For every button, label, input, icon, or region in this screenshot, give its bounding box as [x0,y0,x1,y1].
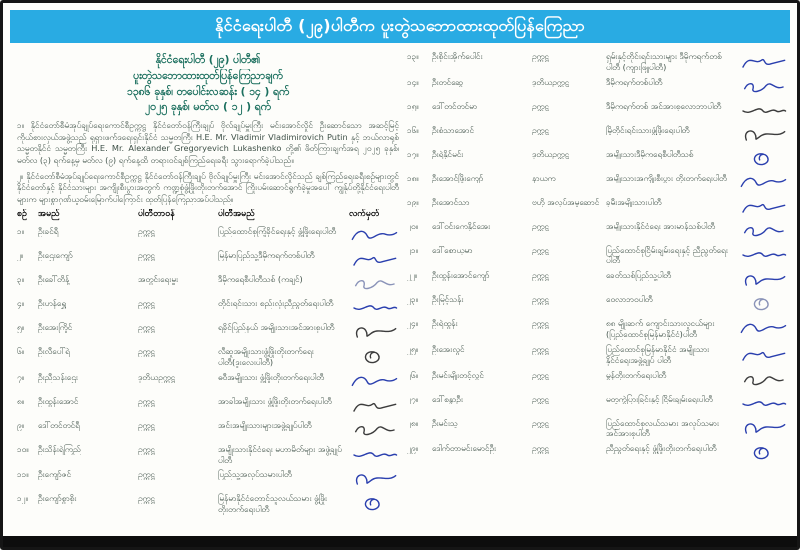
row-party: အမျိုးသားနိုင်ငံရေး အားမာန်သစ်ပါတီ [606,220,716,231]
signature-stroke [357,328,396,337]
row-no: ၁၆။ [407,124,419,135]
table-row [17,226,399,246]
table-row [407,149,789,169]
row-no: ၁၃။ [407,51,419,61]
signature [349,420,399,440]
row-name: ဦးလီပေါ်ရဲ [38,346,70,357]
signature-stroke [356,426,394,434]
row-name: ဦးအောင်ဖြိုးကျော် [432,172,484,183]
table-row [407,294,789,314]
row-party: မွန်တိုးတက်ရေးပါတီ [606,369,667,380]
row-name: ဦးကျော်စွာစိုး [38,493,77,504]
row-no: ၂၅။ [407,343,419,354]
signature-stroke [745,83,783,91]
table-row [407,318,789,340]
row-name: ဦးရဲနိုင်မင်း [432,148,464,159]
row-position: ဥက္ကဋ္ဌ [532,270,549,281]
row-party: ပြည်သူ့အလုပ်သမားပါတီ [218,469,292,480]
row-name: ဦးစံသာအောင် [432,124,475,135]
row-position: ဒုတိယဥက္ကဋ္ဌ [138,371,176,382]
row-no: ၁၀။ [17,443,29,454]
row-party: ဒီမိုကရက်တစ် အင်အားစုလောဘာပါတီ [606,100,722,111]
table-row [407,344,789,366]
signature [737,270,789,290]
table-row [17,469,399,489]
header-party: ပါတီအမည် [218,209,255,220]
row-name: ဦးအေးလွင် [432,343,465,354]
row-party: ခေတ်သစ်ပြည်သူ့ပါတီ [606,270,672,281]
right-column [407,51,789,533]
table-row [407,51,789,73]
row-position: ဥက္ကဋ္ဌ [138,493,155,504]
row-position: ဥက္ကဋ္ဌ [138,250,155,261]
row-name: ဦးမင်းမျိုးတင့်လွင် [432,369,484,380]
signature-stroke [741,324,785,332]
row-position: ဥက္ကဋ္ဌ [532,244,549,255]
row-no: ၂၃။ [407,294,419,305]
row-position: ဥက္ကဋ္ဌ [138,419,155,430]
row-no: ၂၈။ [407,417,419,428]
row-no: ၆။ [17,346,25,357]
table-row [17,250,399,270]
row-party: ဒီမိုကရေစီပါတီသစ် (ကချင်) [218,274,303,285]
row-no: ၅။ [17,322,25,333]
signature [737,418,789,440]
signature-stroke [357,475,396,484]
table-row [407,245,789,267]
row-party: ဒီမိုကရက်တစ်ပါတီ [606,76,663,87]
signature [349,346,399,368]
title-line-2: ပူးတွဲသဘောထားထုတ်ပြန်ကြေညာချက် [133,69,283,82]
row-party: အင်းအမျိုးသားများအဖွဲ့ချုပ်ပါတီ [218,419,312,430]
signature-stroke [352,231,396,239]
row-name: ဦးသိန်းရဲကြည် [38,443,81,454]
row-position: အတွင်းရေးမှူး [138,274,179,285]
signature-stroke [743,59,785,66]
row-name: ဦးညီသန်းဌေး [38,371,78,382]
row-position: ဒုတိယဥက္ကဋ္ဌ [532,76,570,87]
row-no: ၂၀။ [407,220,419,231]
signature [737,245,789,267]
row-party: ရခိုင်ပြည်နယ် အမျိုးသားအင်အားစုပါတီ [218,322,335,333]
signature [737,318,789,340]
table-row [407,101,789,121]
header-banner [10,10,790,43]
row-no: ၁၇။ [407,148,419,159]
signature-stroke [354,403,396,410]
signature-stroke [365,499,379,510]
table-row [407,197,789,217]
row-name: ဦးထွန်းအောင်ကျော် [432,270,490,281]
row-party: အမျိုးသားနိုင်ငံရေး မဟာမိတ်များ အဖွဲ့ချုပ်ပါတီ [218,443,342,465]
table-row [407,77,789,97]
row-no: ၁၅။ [407,100,419,111]
row-name: ဦးဌေးကျော် [38,250,73,261]
signature [349,469,399,489]
signature [737,197,789,217]
signature [737,443,789,463]
signature [349,444,399,466]
row-name: ဒေါ်ဝင်းကေနိုင်အေး [432,220,491,231]
signature [737,173,789,193]
row-party: ဓဝီအမျိုးသား ဖွံ့ဖြိုးတိုးတက်ရေးပါတီ [218,371,325,382]
row-name: ဒေါ်စောယုမာ [432,244,473,255]
row-party: မြန်မာနိုင်ငံတောင်သူလယ်သမား ဖွံ့ဖြိုးတိုးတက်ရေးပါတီ [218,493,327,515]
signature [737,77,789,97]
table-row [17,298,399,318]
signature [737,370,789,390]
table-row [17,346,399,368]
signature [737,344,789,366]
row-name: ဦးအောင်သာ [432,196,470,207]
paragraph-2: ၂။ နိုင်ငံတော်စီမံအုပ်ချုပ်ရေးကောင်စီဥက္ကဋ္ဌ နိုင်ငံတော်ဝန်ကြီးချုပ် ဗိုလ်ချုပ်မှူးကြီး မင်းအောင်လှိုင်သည် ချစ်ကြည်ရေးခရီးစဉ်များတွင် နိုင်ငံတော်နှင့် နိုင်ငံသားများ အကျိုးစီးပွားအတွက် ကဏ္ဍစုံဖွံ့ဖြိုးတိုးတက်အောင် ကြိုးပမ်းဆောင်ရွက်ခဲ့မှုအပေါ် ကျွန်ုပ်တို့နိုင်ငံရေးပါတီများက များစွာဂုဏ်ယူဝမ်းမြောက်ပါကြောင်း ထုတ်ပြန်ကြေညာအပ်ပါသည်။ [17,170,399,204]
signature [349,322,399,342]
row-position: ဥက္ကဋ္ဌ [138,322,155,333]
header-position: ပါတီတာဝန် [138,209,175,220]
row-name: ဦးခင်ရီ [38,226,59,237]
row-party: ပြည်ထောင်စုလယ်သမား အလုပ်သမားအင်အားစုပါတီ [606,417,719,439]
row-name: ဦးတင်ဆွေ [432,76,464,87]
header-name: အမည် [38,209,60,220]
paragraph-1: ၁။ နိုင်ငံတော်စီမံအုပ်ချုပ်ရေးကောင်စီဥက္ကဋ္ဌ နိုင်ငံတော်ဝန်ကြီးချုပ် ဗိုလ်ချုပ်မှူးကြီး မင်းအောင်လှိုင် ဦးဆောင်သော အဆင့်မြင့်ကိုယ်စားလှယ်အဖွဲ့သည် ရုရှားဖက်ဒရေးရှင်းနိုင်ငံ သမ္မတကြီး H.E. Mr. Vladimir Vladimirovich Putin နှင့် ဘယ်လာရုစ်သမ္မတနိုင်ငံ သမ္မတကြီး H.E. Mr. Alexander Gregoryevich Lukashenko တို့၏ ဖိတ်ကြားချက်အရ ၂၀၂၅ ခုနှစ်၊ မတ်လ (၃) ရက်နေ့မှ မတ်လ (၉) ရက်နေ့ထိ တရားဝင်ချစ်ကြည်ရေးခရီး သွားရောက်ခဲ့ပါသည်။ [17,120,399,165]
table-row [17,274,399,294]
row-no: ၁၂။ [17,493,29,504]
signature-stroke [754,153,768,164]
table-row [17,396,399,416]
signature [737,294,789,314]
signature-stroke [741,178,785,186]
row-party: မြန်မာပြည်သူ့ဒီမိုကရက်တစ်ပါတီ [218,250,315,261]
signature-stroke [743,352,785,359]
signature [737,51,789,73]
row-position: ဥက္ကဋ္ဌ [532,443,549,454]
bottom-black-band [3,536,797,547]
row-position: ဥက္ကဋ္ဌ [532,51,549,61]
signature-stroke [743,253,786,256]
signature-stroke [743,204,785,211]
row-position: ဥက္ကဋ္ဌ [138,346,155,357]
row-party: ပြည်ထောင်စုကြံ့ခိုင်ရေးနှင့် ဖွံ့ဖြိုးရေးပါတီ [218,226,337,237]
row-name: ဦးစိုင်းအိုက်ပေါင်း [432,51,483,61]
row-party: မတူကွဲပြားခြင်းနှင့် ငြိမ်းချမ်းရေးပါတီ [606,393,713,404]
row-no: ၁၈။ [407,172,419,183]
row-name: ဦးဟန်ရွှေ [38,298,67,309]
row-position: ဥက္ကဋ္ဌ [138,298,155,309]
row-position: ဥက္ကဋ္ဌ [138,395,155,406]
row-position: ဥက္ကဋ္ဌ [532,124,549,135]
row-position: နာယက [532,172,556,183]
row-name: ဦးထွန်းအောင် [38,395,79,406]
row-party: တိုင်းရင်းသား စည်းလုံးညီညွတ်ရေးပါတီ [218,298,334,309]
header-no: စဉ် [17,209,27,220]
signatories-table-left [17,226,399,515]
row-no: ၂။ [17,250,24,261]
row-no: ၁၁။ [17,469,29,480]
signature-stroke [352,377,396,385]
row-no: ၂၂။ [407,270,418,281]
signature [349,396,399,416]
document-title-block [17,53,399,116]
table-row [407,370,789,390]
signature [737,149,789,169]
row-no: ၁။ [17,226,25,237]
signature-stroke [746,276,785,285]
row-position: ဥက္ကဋ္ဌ [532,100,549,111]
row-party: ခုမီးအမျိုးသားပါတီ [606,196,662,207]
row-name: ဒေါ်တင်တင်မာ [432,100,478,111]
signature [349,226,399,246]
signature-stroke [354,258,396,265]
row-party: အမျိုးသားအကျိုးစီးပွား တိုးတက်ရေးပါတီ [606,172,727,183]
signature [349,298,399,318]
table-row [407,394,789,414]
row-name: ဦးရဲထွန်း [432,318,458,329]
table-row [17,372,399,392]
row-party: ပြည်ထောင်စုမြန်မာနိုင်ငံ အမျိုးသား နိုင်ငံရေးအဖွဲ့ချုပ် ပါတီ [606,343,710,365]
table-row [17,322,399,342]
table-row [407,443,789,463]
signature [737,394,789,414]
row-position: ဥက္ကဋ္ဌ [532,417,549,428]
signatories-table-right [407,51,789,463]
row-no: ၂၄။ [407,318,419,329]
row-no: ၁၉။ [407,196,419,207]
row-name: ဒေါ်တင်တင်ရီ [38,419,80,430]
row-position: ဥက္ကဋ္ဌ [532,369,549,380]
table-header-row [17,209,399,221]
row-position: ဥက္ကဋ္ဌ [532,393,549,404]
signature-stroke [754,299,768,310]
signature-stroke [365,352,379,363]
row-no: ၄။ [17,298,25,309]
row-party: အမျိုးသားဒီမိုကရေစီပါတီသစ် [606,148,694,159]
signature-stroke [743,109,786,112]
signature [737,221,789,241]
table-row [407,418,789,440]
row-position: ဥက္ကဋ္ဌ [138,443,155,454]
row-name: ဦးခေါ်တိန့် [38,274,70,285]
row-no: ၃။ [17,274,25,285]
row-position: ဒုတိယဥက္ကဋ္ဌ [532,148,570,159]
row-name: ဦးအေးကြိုင် [38,322,73,333]
row-no: ၈။ [17,395,25,406]
row-party: မြိုတိုင်းရင်းသားဖွံ့ဖြိုးရေးပါတီ [606,124,690,135]
signature-stroke [746,131,785,140]
table-row [17,444,399,466]
signature [349,493,399,515]
row-position: ဥက္ကဋ္ဌ [532,318,549,329]
row-party: ညီညွတ်ရေးနှင့် ဖွံ့ဖြိုးတိုးတက်ရေးပါတီ [606,443,717,454]
row-position: ဥက္ကဋ္ဌ [532,220,549,231]
row-no: ၂၉။ [407,443,419,454]
row-party: ရှမ်းနှင့်တိုင်းရင်းသားများ ဒီမိုကရက်တစ် ပါတီ (ကျားဖြူပါတီ) [606,51,722,72]
signature-stroke [743,402,786,405]
signature [349,250,399,270]
row-no: ၂၁။ [407,244,419,255]
row-party: လီဆူအမျိုးသားဖွံ့ဖြိုးတိုးတက်ရေး ပါတီ(ဒူးလေးပါတီ) [218,346,314,367]
row-name: ဒေါက်တာမင်းမောင်ဦး [432,443,497,454]
row-no: ၂၇။ [407,393,419,404]
row-position: ဥက္ကဋ္ဌ [532,343,549,354]
row-no: ၇။ [17,371,25,382]
row-name: ဦးမင်းသူ [432,417,458,428]
row-no: ၁၄။ [407,76,419,87]
signature-stroke [754,448,768,459]
row-party: ၈၈ မျိုးဆက် ကျောင်းသားလူငယ်များ (ပြည်ထောင်စုမြန်မာနိုင်ငံ)ပါတီ [606,318,715,340]
title-line-4: ၂၀၂၅ ခုနှစ်၊ မတ်လ ( ၁၂ ) ရက် [145,101,271,114]
signature-stroke [354,306,397,309]
header-signature: လက်မှတ် [349,209,380,220]
row-party: အာခါအမျိုးသား ဖွံ့ဖြိုးတိုးတက်ရေးပါတီ [218,395,332,406]
table-row [17,493,399,515]
table-row [407,270,789,290]
row-no: ၉။ [17,419,25,430]
signature-stroke [746,424,785,433]
left-column [17,51,399,533]
signature [737,125,789,145]
row-party: ဝေလာဘဝပါတီ [606,294,653,305]
row-name: ဦးမြင့်သန်း [432,294,464,305]
row-position: ဥက္ကဋ္ဌ [138,226,155,237]
title-line-3: ၁၃၈၆ ခုနှစ်၊ တပေါင်းလဆန်း ( ၁၄ ) ရက် [126,85,290,98]
signature [349,274,399,294]
row-name: ဒေါ်စန္ဒာဦး [432,393,463,404]
title-line-1: နိုင်ငံရေးပါတီ (၂၉) ပါတီ၏ [155,54,261,66]
signature-stroke [745,227,783,235]
row-position: ဗဟို အလုပ်အမှုဆောင် [532,196,600,207]
row-position: ဥက္ကဋ္ဌ [138,469,155,480]
table-row [17,420,399,440]
signature [737,101,789,121]
table-row [407,173,789,193]
table-row [407,221,789,241]
row-party: ပြည်ထောင်စုငြိမ်းချမ်းရေးနှင့် ညီညွတ်ရေးပါတီ [606,244,728,266]
row-position: ဥက္ကဋ္ဌ [532,294,549,305]
row-no: ၂၆။ [407,369,419,380]
signature-stroke [354,452,397,455]
signature-stroke [356,281,394,289]
signature [349,372,399,392]
row-name: ဦးကျော်ဇင် [38,469,72,480]
table-row [407,125,789,145]
signature-stroke [745,376,783,384]
banner-title: နိုင်ငံရေးပါတီ (၂၉)ပါတီက ပူးတွဲသဘောထားထုတ်ပြန်ကြေညာ [215,15,585,35]
